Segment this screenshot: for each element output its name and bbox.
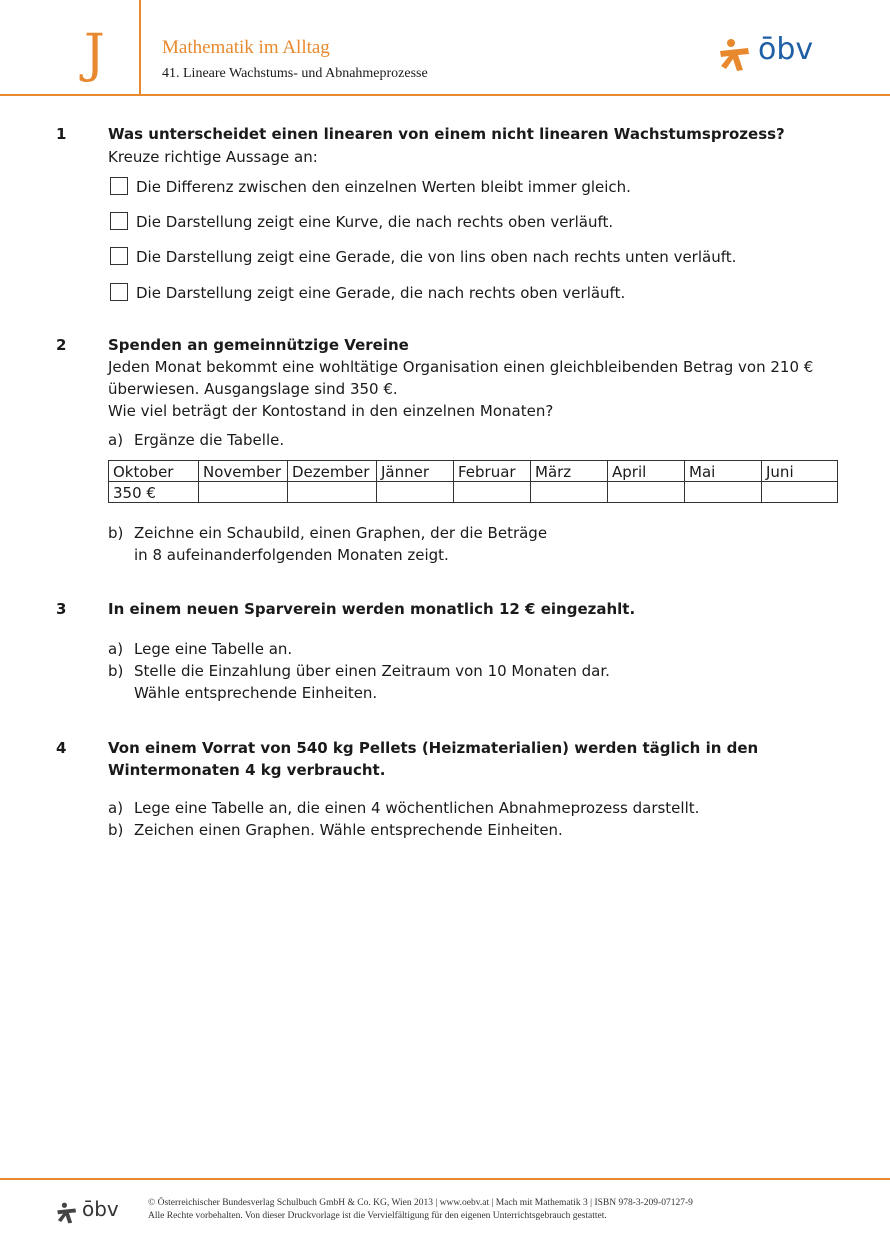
table-header-cell: April bbox=[608, 461, 685, 482]
subtask-text: Stelle die Einzahlung über einen Zeitraum von 10 Monaten dar. bbox=[134, 662, 610, 680]
option-checkbox[interactable] bbox=[110, 212, 128, 230]
option-text: Die Darstellung zeigt eine Kurve, die nach rechts oben verläuft. bbox=[136, 213, 614, 231]
task-number: 3 bbox=[56, 600, 67, 618]
subtask-text: in 8 aufeinanderfolgenden Monaten zeigt. bbox=[134, 546, 449, 564]
table-cell[interactable] bbox=[199, 482, 288, 503]
subtask-text: Wähle entsprechende Einheiten. bbox=[134, 684, 378, 702]
subtask-text: Zeichne ein Schaubild, einen Graphen, der die Beträge bbox=[134, 524, 548, 542]
page-subtitle: 41. Lineare Wachstums- und Abnahmeprozesse bbox=[162, 66, 428, 81]
subtask-text: Ergänze die Tabelle. bbox=[134, 431, 285, 449]
table-header-cell: März bbox=[531, 461, 608, 482]
table-cell[interactable] bbox=[608, 482, 685, 503]
subtask-label: a) bbox=[108, 799, 124, 817]
option-text: Die Darstellung zeigt eine Gerade, die nach rechts oben verläuft. bbox=[136, 284, 626, 302]
subtask-label: a) bbox=[108, 640, 124, 658]
subtask-text: Lege eine Tabelle an, die einen 4 wöchentlichen Abnahmeprozess darstellt. bbox=[134, 799, 700, 817]
header-divider bbox=[0, 94, 890, 96]
table-cell: 350 € bbox=[109, 482, 199, 503]
table-header-cell: Mai bbox=[685, 461, 762, 482]
publisher-logo-text: ōbv bbox=[758, 32, 814, 67]
footer-rights: Alle Rechte vorbehalten. Von dieser Druckvorlage ist die Vervielfältigung für den eigenen Unterrichtsgebrauch gestattet. bbox=[148, 1211, 607, 1221]
subtask-text: Zeichen einen Graphen. Wähle entsprechende Einheiten. bbox=[134, 821, 563, 839]
table-header-cell: Juni bbox=[762, 461, 838, 482]
table-header-row bbox=[109, 461, 838, 482]
obv-star-icon bbox=[718, 38, 752, 72]
footer-divider bbox=[0, 1178, 890, 1180]
task4-title-line: Von einem Vorrat von 540 kg Pellets (Heizmaterialien) werden täglich in den bbox=[108, 739, 759, 757]
page-title: Mathematik im Alltag bbox=[162, 37, 330, 58]
task-number: 2 bbox=[56, 336, 67, 354]
table-cell[interactable] bbox=[762, 482, 838, 503]
subtask-label: b) bbox=[108, 524, 124, 542]
task-number: 1 bbox=[56, 125, 67, 143]
option-checkbox[interactable] bbox=[110, 247, 128, 265]
table-header-cell: November bbox=[199, 461, 288, 482]
table-header-cell: Dezember bbox=[288, 461, 377, 482]
table-cell[interactable] bbox=[685, 482, 762, 503]
task2-title: Spenden an gemeinnützige Vereine bbox=[108, 336, 409, 354]
footer-copyright: © Österreichischer Bundesverlag Schulbuch GmbH & Co. KG, Wien 2013 | www.oebv.at | Mach mit Mathematik 3 | ISBN 978-3-209-07127-9 bbox=[148, 1198, 693, 1208]
subtask-label: a) bbox=[108, 431, 124, 449]
option-text: Die Darstellung zeigt eine Gerade, die von lins oben nach rechts unten verläuft. bbox=[136, 248, 737, 266]
task2-text-line: Jeden Monat bekommt eine wohltätige Organisation einen gleichbleibenden Betrag von 210 € bbox=[108, 358, 814, 376]
task1-instruction: Kreuze richtige Aussage an: bbox=[108, 148, 318, 166]
subtask-label: b) bbox=[108, 821, 124, 839]
task2-text-line: überwiesen. Ausgangslage sind 350 €. bbox=[108, 380, 398, 398]
obv-star-icon bbox=[56, 1202, 78, 1224]
subtask-label: b) bbox=[108, 662, 124, 680]
chapter-letter: J bbox=[84, 24, 105, 84]
table-header-cell: Oktober bbox=[109, 461, 199, 482]
header-divider-vertical bbox=[139, 0, 141, 94]
table-cell[interactable] bbox=[454, 482, 531, 503]
task1-question: Was unterscheidet einen linearen von einem nicht linearen Wachstumsprozess? bbox=[108, 125, 785, 143]
table-row bbox=[109, 482, 838, 503]
table-header-cell: Februar bbox=[454, 461, 531, 482]
footer-logo-text: ōbv bbox=[82, 1197, 119, 1221]
option-checkbox[interactable] bbox=[110, 177, 128, 195]
option-checkbox[interactable] bbox=[110, 283, 128, 301]
table-cell[interactable] bbox=[531, 482, 608, 503]
month-table bbox=[108, 460, 838, 503]
subtask-text: Lege eine Tabelle an. bbox=[134, 640, 293, 658]
task4-title-line: Wintermonaten 4 kg verbraucht. bbox=[108, 761, 386, 779]
table-cell[interactable] bbox=[377, 482, 454, 503]
task-number: 4 bbox=[56, 739, 67, 757]
task3-title: In einem neuen Sparverein werden monatlich 12 € eingezahlt. bbox=[108, 600, 636, 618]
table-cell[interactable] bbox=[288, 482, 377, 503]
table-header-cell: Jänner bbox=[377, 461, 454, 482]
option-text: Die Differenz zwischen den einzelnen Werten bleibt immer gleich. bbox=[136, 178, 631, 196]
task2-text-line: Wie viel beträgt der Kontostand in den einzelnen Monaten? bbox=[108, 402, 554, 420]
